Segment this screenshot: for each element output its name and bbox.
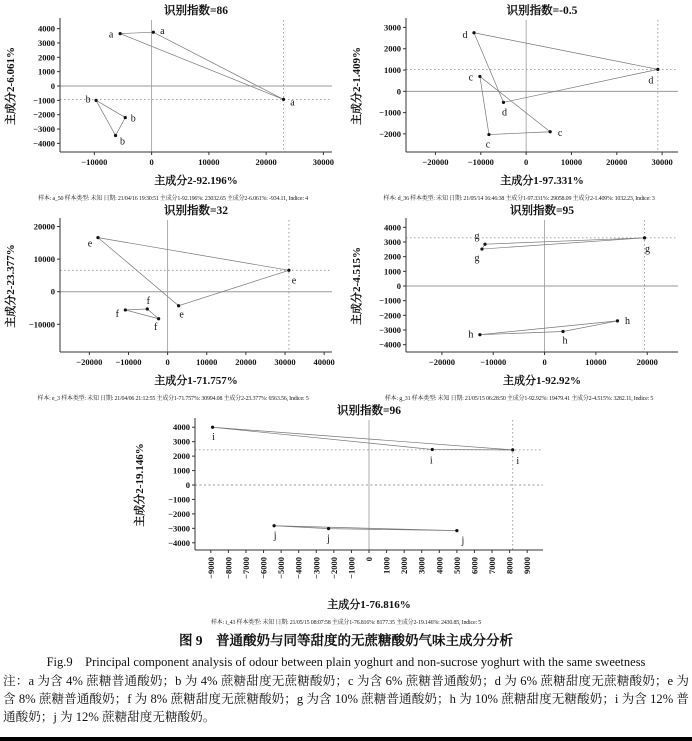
point-label-e: e xyxy=(179,309,184,321)
x-tick-label: 4000 xyxy=(434,557,445,574)
series-polygon-f xyxy=(125,309,158,319)
x-tick-label: −6000 xyxy=(258,557,269,579)
y-tick-label: 1000 xyxy=(384,65,401,76)
point-label-h: h xyxy=(468,329,474,341)
chart-row-3 xyxy=(0,402,692,626)
y-tick-label: −4000 xyxy=(33,138,55,149)
y-tick-label: −4000 xyxy=(379,339,401,350)
y-axis-label: 主成分2-23.377% xyxy=(5,244,17,328)
data-point-b xyxy=(94,99,97,102)
y-tick-label: 10000 xyxy=(33,254,55,265)
chart-row-2 xyxy=(0,202,692,402)
data-point-b xyxy=(124,116,127,119)
x-tick-label: 3000 xyxy=(416,557,427,574)
chart-row-1 xyxy=(0,2,692,202)
series-polygon-h xyxy=(480,321,618,335)
x-tick-label: 7000 xyxy=(487,557,498,574)
pca-plot-ef xyxy=(2,202,344,402)
point-label-g: g xyxy=(474,231,480,243)
data-point-h xyxy=(561,330,564,333)
point-label-i: i xyxy=(516,455,520,467)
chart-title: 识别指数=32 xyxy=(163,205,229,217)
x-tick-label: 20000 xyxy=(235,357,257,367)
y-tick-label: 2000 xyxy=(384,43,401,54)
x-tick-label: 10000 xyxy=(198,157,220,167)
sample-info-cd: 样本: d_36 样本类型: 未知 日期: 21/05/14 16:46:38 主成分1-97.331%: 29058.09 主成分2-1.409%: 1032.23, Indice: 3 xyxy=(383,196,655,202)
point-label-j: j xyxy=(327,533,330,545)
x-axis-label: 主成分1-97.331% xyxy=(500,175,584,187)
y-tick-label: 1000 xyxy=(384,266,401,277)
series-polygon-d xyxy=(474,33,658,103)
y-axis-label: 主成分2-4.515% xyxy=(351,247,363,325)
data-point-c xyxy=(478,75,481,78)
y-axis-label: 主成分2-1.409% xyxy=(351,47,363,125)
x-tick-label: −2000 xyxy=(328,557,339,579)
series-polygon-c xyxy=(480,76,550,134)
figure-caption-cn: 图 9 普通酸奶与同等甜度的无蔗糖酸奶气味主成分分析 xyxy=(178,633,514,648)
x-tick-label: −20000 xyxy=(422,157,449,167)
x-tick-label: 2000 xyxy=(399,557,410,574)
y-axis-label: 主成分2-6.061% xyxy=(5,47,17,125)
point-label-d: d xyxy=(462,29,468,41)
x-tick-label: 0 xyxy=(542,357,547,367)
x-tick-label: 30000 xyxy=(274,357,296,367)
point-label-e: e xyxy=(87,238,93,250)
y-tick-label: −1000 xyxy=(33,95,55,106)
x-tick-label: −7000 xyxy=(240,557,251,579)
data-point-i xyxy=(431,448,434,451)
x-tick-label: 20000 xyxy=(606,157,628,167)
x-tick-label: −4000 xyxy=(293,557,304,579)
y-tick-label: 0 xyxy=(50,81,55,91)
x-axis-label: 主成分1-76.816% xyxy=(327,599,411,611)
sample-info-gh: 样本: g_31 样本类型: 未知 日期: 21/05/15 06:28:50 主成分1-92.92%: 19479.41 主成分2-4.515%: 3282.11, Indice: 5 xyxy=(384,396,654,402)
pca-plot-cd xyxy=(348,2,690,202)
x-tick-label: 10000 xyxy=(560,157,583,167)
point-label-f: f xyxy=(115,308,120,320)
x-axis-label: 主成分1-92.92% xyxy=(503,375,581,387)
x-tick-label: −5000 xyxy=(276,557,287,579)
data-point-a xyxy=(282,98,285,101)
y-tick-label: −2000 xyxy=(379,128,401,139)
x-tick-label: 0 xyxy=(524,157,529,167)
x-tick-label: 1000 xyxy=(381,557,392,574)
data-point-g xyxy=(643,236,646,239)
chart-canvas-ef xyxy=(2,202,344,395)
y-tick-label: 4000 xyxy=(384,222,401,233)
x-tick-label: 5000 xyxy=(451,557,462,574)
data-point-j xyxy=(327,527,330,530)
x-tick-label: 10000 xyxy=(196,357,218,367)
y-tick-label: 1000 xyxy=(38,66,55,77)
y-tick-label: 2000 xyxy=(173,451,190,462)
x-tick-label: 0 xyxy=(364,557,374,562)
series-polygon-e xyxy=(98,238,289,306)
y-tick-label: 0 xyxy=(396,281,401,291)
x-tick-label: 0 xyxy=(149,157,154,167)
point-label-a: a xyxy=(160,26,165,38)
chart-svg-cd xyxy=(348,2,690,190)
data-point-d xyxy=(472,31,475,34)
chart-canvas-ij xyxy=(131,402,561,619)
y-tick-label: 4000 xyxy=(173,422,190,433)
point-label-b: b xyxy=(85,94,91,106)
point-label-c: c xyxy=(468,72,474,84)
x-tick-label: 20000 xyxy=(255,157,277,167)
chart-canvas-gh xyxy=(348,202,690,395)
x-tick-label: −20000 xyxy=(76,357,103,367)
pca-plot-ij xyxy=(131,402,561,626)
sample-info-ef: 样本: e_3 样本类型: 未知 日期: 21/04/06 21:12:55 主成分1-71.757%: 30994.08 主成分2-23.377%: 6563.56, Indice: 5 xyxy=(37,396,309,402)
point-label-i: i xyxy=(212,432,215,444)
series-polygon-a xyxy=(120,32,283,99)
data-point-j xyxy=(455,529,458,532)
data-point-g xyxy=(483,243,486,246)
point-label-a: a xyxy=(290,97,295,109)
point-label-e: e xyxy=(291,275,297,287)
chart-title: 识别指数=86 xyxy=(163,5,229,17)
y-tick-label: 0 xyxy=(50,286,55,297)
chart-svg-ij xyxy=(131,402,561,614)
y-tick-label: 0 xyxy=(185,480,190,490)
point-label-h: h xyxy=(624,315,630,327)
point-label-g: g xyxy=(645,243,651,255)
x-tick-label: −10000 xyxy=(467,157,494,167)
x-tick-label: −10000 xyxy=(480,357,507,367)
chart-canvas-cd xyxy=(348,2,690,195)
chart-title: 识别指数=-0.5 xyxy=(506,5,578,17)
y-tick-label: −1000 xyxy=(168,494,190,505)
data-point-j xyxy=(272,524,275,527)
pca-plot-gh xyxy=(348,202,690,402)
figure-note: 注：a 为含 4% 蔗糖普通酸奶；b 为 4% 蔗糖甜度无蔗糖酸奶；c 为含 6% 蔗糖普通酸奶；d 为 6% 蔗糖甜度无蔗糖酸奶；e 为含 8% 蔗糖普通酸奶；f 为 8% 蔗糖甜度无蔗糖酸奶；g 为含 10% 蔗糖普通酸奶；h 为 10% 蔗糖甜度无糖酸奶；i 为含 12% 普通酸奶；j 为 12% 蔗糖甜度无糖酸奶。 xyxy=(3,674,689,724)
point-label-j: j xyxy=(273,530,277,542)
point-label-h: h xyxy=(562,335,568,347)
y-tick-label: 3000 xyxy=(173,436,190,447)
series-polygon-i xyxy=(213,427,513,450)
data-point-a xyxy=(119,32,122,35)
x-tick-label: −3000 xyxy=(311,557,322,579)
chart-title: 识别指数=95 xyxy=(509,205,575,217)
chart-svg-ef xyxy=(2,202,344,390)
data-point-e xyxy=(287,269,290,272)
y-tick-label: −4000 xyxy=(168,537,190,548)
point-label-f: f xyxy=(146,295,150,307)
y-tick-label: 4000 xyxy=(38,23,55,34)
data-point-f xyxy=(146,307,149,310)
x-tick-label: −1000 xyxy=(346,557,357,579)
point-label-g: g xyxy=(474,253,480,265)
data-point-f xyxy=(157,317,160,320)
data-point-e xyxy=(177,304,180,307)
y-tick-label: −1000 xyxy=(379,295,401,306)
y-tick-label: 3000 xyxy=(38,37,55,48)
chart-title: 识别指数=96 xyxy=(336,405,402,417)
x-tick-label: 8000 xyxy=(504,557,515,574)
series-polygon-b xyxy=(96,100,125,135)
chart-svg-gh xyxy=(348,202,690,390)
series-polygon-g xyxy=(482,238,645,249)
data-point-b xyxy=(114,134,117,137)
y-tick-label: 3000 xyxy=(384,22,401,33)
series-polygon-j xyxy=(274,526,457,531)
y-tick-label: 2000 xyxy=(38,52,55,63)
point-label-j: j xyxy=(461,535,465,547)
x-tick-label: −8000 xyxy=(223,557,234,579)
y-tick-label: −10000 xyxy=(28,319,55,330)
data-point-d xyxy=(656,68,659,71)
point-label-d: d xyxy=(648,75,654,87)
y-tick-label: −3000 xyxy=(33,124,55,135)
point-label-i: i xyxy=(429,455,433,467)
figure-caption-en: Fig.9 Principal component analysis of odour between plain yoghurt and non-sucrose yoghurt with the same sweetness xyxy=(46,655,646,669)
data-point-h xyxy=(616,319,619,322)
data-point-c xyxy=(549,130,552,133)
y-tick-label: −1000 xyxy=(379,107,401,118)
y-tick-label: 0 xyxy=(396,86,401,97)
x-tick-label: 30000 xyxy=(312,157,335,167)
y-tick-label: 20000 xyxy=(33,221,55,232)
x-tick-label: 10000 xyxy=(585,357,607,367)
y-tick-label: 1000 xyxy=(173,465,190,476)
data-point-c xyxy=(487,133,490,136)
data-point-f xyxy=(124,308,127,311)
y-tick-label: −2000 xyxy=(33,109,55,120)
y-tick-label: −3000 xyxy=(168,523,190,534)
pca-plot-ab xyxy=(2,2,344,202)
y-tick-label: 2000 xyxy=(384,251,401,262)
data-point-a xyxy=(152,31,155,34)
x-tick-label: 9000 xyxy=(522,557,533,574)
x-tick-label: −10000 xyxy=(81,157,108,167)
data-point-i xyxy=(511,448,514,451)
data-point-e xyxy=(96,236,99,239)
y-tick-label: −2000 xyxy=(168,508,190,519)
sample-info-ab: 样本: a_50 样本类型: 未知 日期: 21/04/16 19:30:51 主成分1-92.196%: 23032.65 主成分2-6.061%: -934.11, Indice: 4 xyxy=(38,196,308,202)
chart-canvas-ab xyxy=(2,2,344,195)
data-point-d xyxy=(502,101,505,104)
data-point-h xyxy=(478,333,481,336)
x-tick-label: 40000 xyxy=(313,357,335,367)
point-label-f: f xyxy=(153,321,158,333)
x-axis-label: 主成分1-71.757% xyxy=(154,375,238,387)
chart-svg-ab xyxy=(2,2,344,190)
x-tick-label: 20000 xyxy=(636,357,658,367)
point-label-b: b xyxy=(130,113,136,125)
point-label-c: c xyxy=(557,127,563,139)
x-tick-label: 0 xyxy=(165,357,170,367)
sample-info-ij: 样本: i_43 样本类型: 未知 日期: 21/05/15 08:07:58 主成分1-76.816%: 8177.35 主成分2-19.146%: 2430.85, Indice: 5 xyxy=(210,620,482,626)
x-tick-label: 6000 xyxy=(469,557,480,574)
data-point-i xyxy=(211,426,214,429)
x-tick-label: −9000 xyxy=(205,557,216,579)
y-tick-label: 3000 xyxy=(384,237,401,247)
figure-caption-block xyxy=(0,629,692,727)
y-axis-label: 主成分2-19.146% xyxy=(134,443,146,527)
x-axis-label: 主成分2-92.196% xyxy=(154,175,238,187)
point-label-b: b xyxy=(120,136,126,148)
x-tick-label: −20000 xyxy=(428,357,455,367)
y-tick-label: −3000 xyxy=(379,325,401,335)
x-tick-label: −10000 xyxy=(115,357,142,367)
point-label-c: c xyxy=(485,139,491,151)
x-tick-label: 30000 xyxy=(651,157,673,167)
data-point-g xyxy=(480,247,483,250)
y-tick-label: −2000 xyxy=(379,310,401,321)
point-label-a: a xyxy=(108,29,114,41)
point-label-d: d xyxy=(501,107,507,119)
